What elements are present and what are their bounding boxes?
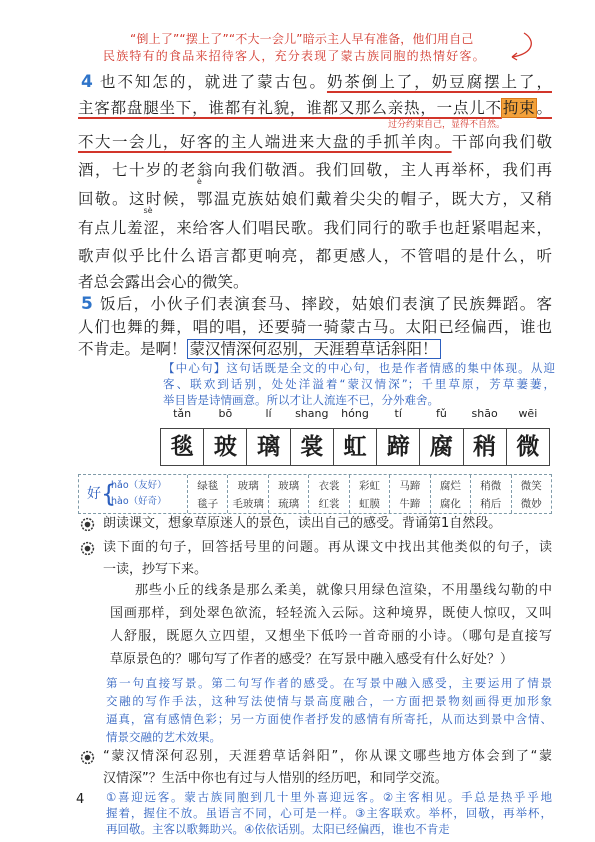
word: 马蹄 bbox=[399, 480, 421, 492]
handwritten-answer-line: 握着，握住不放。虽语言不同，心可是一样。③主客联欢。举杯，回敬，再举杯， bbox=[106, 806, 552, 820]
boxed-key-sentence: 蒙汉情深何忍别，天涯碧草话斜阳！ bbox=[187, 339, 441, 359]
quote-line: 人舒服，既愿久立四望，又想坐下低吟一首奇丽的小诗。（哪句是直接写 bbox=[110, 629, 552, 644]
vocab-cell bbox=[247, 407, 290, 465]
vocab-cell bbox=[507, 407, 549, 465]
text-run: 有点儿羞 bbox=[78, 219, 144, 237]
handwritten-answer-line: 交融的写作手法，这种写法使情与景高度融合，一方面把景物刻画得更加形象 bbox=[106, 694, 552, 708]
word-column bbox=[512, 475, 551, 513]
ruby-character bbox=[196, 177, 214, 208]
text-run: 也不知怎的，就进了蒙古包。 bbox=[100, 73, 327, 91]
quote-line: 草原景色的？哪句写了作者的感受？在写景中融入感受有什么好处？） bbox=[110, 652, 514, 667]
character: 微 bbox=[516, 433, 540, 460]
pinyin: tí bbox=[394, 407, 402, 420]
polyphone-character: 好 bbox=[87, 486, 101, 502]
exercise-3-line-2: 汉情深”？生活中你也有过与人惜别的经历吧，和同学交流。 bbox=[103, 771, 448, 786]
pinyin: shāo bbox=[471, 407, 498, 420]
word: 稍后 bbox=[480, 498, 502, 510]
handwritten-answer-line: 再回敬。主客以歌舞助兴。④依依话别。太阳已经偏西，谁也不肯走 bbox=[106, 822, 450, 836]
note-label: 【中心句】 bbox=[163, 361, 227, 375]
vocab-cell bbox=[420, 407, 463, 465]
word-column bbox=[350, 475, 390, 513]
note-text: 这句话既是全文的中心句，也是作者情感的集中体现。从迎 bbox=[226, 361, 556, 375]
word: 腐烂 bbox=[439, 480, 461, 492]
highlighted-word: 拘束 bbox=[502, 99, 536, 117]
word: 玻璃 bbox=[237, 480, 259, 492]
handwritten-answer-line: 情景交融的艺术效果。 bbox=[106, 730, 221, 744]
top-annotation-line-2: 民族特有的食品来招待客人，充分表现了蒙古族同胞的热情好客。 bbox=[103, 49, 486, 63]
handwritten-answer-line: ①喜迎远客。蒙古族同胞到几十里外喜迎远客。②主客相见。手总是热乎乎地 bbox=[106, 790, 552, 804]
rosette-bullet-icon bbox=[80, 517, 95, 532]
pinyin: fǔ bbox=[435, 407, 447, 420]
pinyin: wēi bbox=[518, 407, 538, 420]
rosette-bullet-icon bbox=[80, 750, 95, 765]
vocab-cell bbox=[377, 407, 420, 465]
pinyin-annotation: è bbox=[196, 177, 202, 186]
word: 红裳 bbox=[318, 498, 340, 510]
word: 毯子 bbox=[197, 498, 219, 510]
word-column bbox=[431, 475, 471, 513]
word: 稍微 bbox=[480, 480, 502, 492]
word: 彩虹 bbox=[358, 480, 380, 492]
exercise-3-line-1: “蒙汉情深何忍别，天涯碧草话斜阳”，你从课文哪些地方体会到了“蒙 bbox=[103, 749, 552, 764]
word: 微笑 bbox=[520, 480, 542, 492]
paragraph-number: 4 bbox=[81, 72, 93, 92]
paragraph-4-line-3 bbox=[78, 130, 552, 154]
character: 腐 bbox=[429, 433, 453, 460]
text-run: 回敬。这时候， bbox=[78, 190, 197, 208]
vocab-cell bbox=[334, 407, 377, 465]
exercise-1-text: 朗读课文，想象草原迷人的景色，读出自己的感受。背诵第1自然段。 bbox=[103, 516, 502, 531]
vocab-cell bbox=[291, 407, 334, 465]
quote-line: 那些小丘的线条是那么柔美，就像只用绿色渲染，不用墨线勾勒的中 bbox=[135, 583, 552, 598]
underlined-text: 主客都盘腿坐下，谁都有礼貌，谁都又那么亲热，一点儿不 bbox=[78, 99, 502, 117]
word-column bbox=[269, 475, 309, 513]
pinyin: tǎn bbox=[173, 407, 192, 420]
paragraph-number: 5 bbox=[81, 294, 93, 314]
text-run: 温克族姑娘们戴着尖尖的帽子，既大方，又稍 bbox=[213, 190, 552, 208]
character: 裳 bbox=[300, 433, 324, 460]
word: 虹膜 bbox=[358, 498, 380, 510]
center-sentence-note-line-1 bbox=[163, 360, 555, 376]
word: 牛蹄 bbox=[399, 498, 421, 510]
center-sentence-note-line-2: 客、联欢到话别，处处洋溢着“蒙汉情深”；千里草原，芳草萋萋， bbox=[163, 377, 555, 391]
pinyin: hóng bbox=[341, 407, 369, 420]
text-run: ，来给客人们唱民歌。我们同行的歌手也赶紧唱起来， bbox=[159, 219, 552, 237]
word-column bbox=[188, 475, 228, 513]
word-column bbox=[309, 475, 349, 513]
polyphone-cell bbox=[79, 475, 188, 513]
center-sentence-note-line-3: 举目皆是诗情画意。所以才让人流连不已，分外难舍。 bbox=[163, 393, 439, 407]
word: 琉璃 bbox=[278, 498, 300, 510]
paragraph-4-line-6 bbox=[78, 206, 552, 240]
character: 蹄 bbox=[386, 433, 410, 460]
exercise-2-line-2: 一读，抄写下来。 bbox=[103, 562, 208, 577]
brace-icon: { bbox=[101, 480, 117, 508]
character: 稍 bbox=[473, 433, 497, 460]
word-column bbox=[228, 475, 268, 513]
margin-note: 过分约束自己，显得不自然。 bbox=[388, 120, 506, 130]
pinyin: bō bbox=[218, 407, 233, 420]
page-number: 4 bbox=[76, 792, 85, 807]
vocab-cell bbox=[161, 407, 204, 465]
word: 玻璃 bbox=[278, 480, 300, 492]
paragraph-4-line-8: 者总会露出会心的微笑。 bbox=[78, 273, 249, 291]
underlined-text: 奶茶倒上了，奶豆腐摆上了， bbox=[326, 73, 552, 91]
handwritten-answer-line: 逼真，富有感情色彩；另一方面使作者抒发的感情有所寄托，从而达到景中含情、 bbox=[106, 712, 552, 726]
text-run: 干部向我们敬 bbox=[451, 133, 552, 151]
vocab-cell bbox=[204, 407, 247, 465]
polyphone-reading: hào（好奇） bbox=[111, 496, 167, 507]
word: 腐化 bbox=[439, 498, 461, 510]
paragraph-4-line-4: 酒，七十岁的老翁向我们敬酒。我们回敬，主人再举杯，我们再 bbox=[78, 161, 552, 179]
word: 微妙 bbox=[520, 498, 542, 510]
pinyin-annotation: sè bbox=[143, 206, 153, 215]
word: 衣裳 bbox=[318, 480, 340, 492]
paragraph-5-line-2: 人们也舞的舞，唱的唱，还要骑一骑蒙古马。太阳已经偏西，谁也 bbox=[78, 318, 552, 336]
pinyin: lí bbox=[265, 407, 272, 420]
word-column bbox=[471, 475, 511, 513]
quote-line: 国画那样，到处翠色欲流，轻轻流入云际。这种境界，既使人惊叹，又叫 bbox=[110, 606, 552, 621]
annotation-arrow-icon bbox=[502, 30, 538, 64]
text-run: 不肯走。是啊！ bbox=[78, 340, 187, 358]
character: 虹 bbox=[343, 433, 367, 460]
underlined-text: 不大一会儿，好客的主人端进来大盘的手抓羊肉。 bbox=[78, 133, 452, 151]
pinyin: shang bbox=[295, 407, 329, 420]
paragraph-4-line-7: 歌声似乎比什么语言都更响亮，都更感人，不管唱的是什么，听 bbox=[78, 247, 552, 265]
rosette-bullet-icon bbox=[80, 541, 95, 556]
word-column bbox=[390, 475, 430, 513]
vocabulary-character-table bbox=[160, 407, 550, 466]
word: 绿毯 bbox=[197, 480, 219, 492]
handwritten-answer-line: 第一句直接写景。第二句写作者的感受。在写景中融入感受，主要运用了情景 bbox=[106, 676, 552, 690]
paragraph-4-line-2 bbox=[78, 96, 552, 120]
exercise-2-line-1: 读下面的句子，回答括号里的问题。再从课文中找出其他类似的句子，读 bbox=[103, 540, 552, 555]
paragraph-5-line-3 bbox=[78, 337, 552, 361]
top-annotation-line-1: “倒上了”“摆上了”“不大一会儿”暗示主人早有准备，他们用自己 bbox=[130, 32, 474, 46]
ruby-character bbox=[143, 206, 160, 237]
character: 毯 bbox=[170, 433, 194, 460]
ruby-base: 涩 bbox=[143, 219, 160, 237]
character: 璃 bbox=[257, 433, 281, 460]
paragraph-4-line-1 bbox=[100, 70, 552, 94]
vocabulary-words-table bbox=[78, 474, 552, 514]
underlined-text: 。 bbox=[536, 99, 552, 117]
character: 玻 bbox=[213, 433, 237, 460]
polyphone-reading: hǎo（友好） bbox=[111, 480, 167, 491]
word: 毛玻璃 bbox=[232, 498, 264, 510]
ruby-base: 鄂 bbox=[196, 190, 214, 208]
vocab-cell bbox=[464, 407, 507, 465]
paragraph-5-line-1: 饭后，小伙子们表演套马、摔跤，姑娘们表演了民族舞蹈。客 bbox=[100, 295, 552, 313]
